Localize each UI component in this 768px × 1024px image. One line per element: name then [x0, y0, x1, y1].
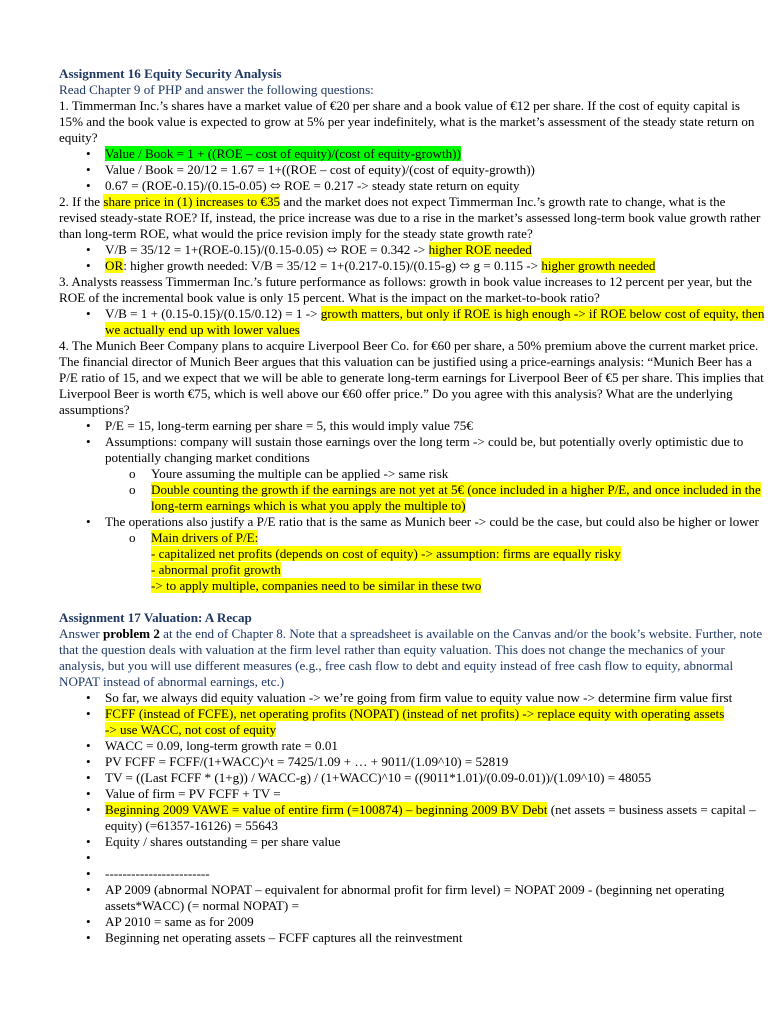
highlight: higher growth needed: [541, 258, 656, 273]
list-item: • P/E = 15, long-term earning per share = 5, this would imply value 75€: [59, 418, 765, 434]
question-2-answers: [59, 242, 765, 274]
list-item: • WACC = 0.09, long-term growth rate = 0.01: [59, 738, 765, 754]
spacer: [59, 594, 768, 610]
assignment-17: [59, 610, 765, 946]
sub-list-item: [59, 530, 765, 594]
list-item: • The operations also justify a P/E ratio that is the same as Munich beer -> could be the case, but could also be higher or lower: [59, 514, 765, 530]
assignment-17-title: Assignment 17 Valuation: A Recap: [59, 610, 252, 625]
list-item: [59, 850, 765, 866]
highlight: Double counting the growth if the earnings are not yet at 5€ (once included in a higher P/E, and once included in the long-term earnings which is what you apply the multiple to): [151, 482, 761, 513]
list-item: • AP 2009 (abnormal NOPAT – equivalent for abnormal profit for firm level) = NOPAT 2009 - (beginning net operating assets*WACC) (= normal NOPAT) =: [59, 882, 765, 914]
assignment-17-intro: [59, 626, 765, 690]
assignment-16-intro: Read Chapter 9 of PHP and answer the following questions:: [59, 82, 374, 97]
list-item: • 0.67 = (ROE-0.15)/(0.15-0.05) ⬄ ROE = 0.217 -> steady state return on equity: [59, 178, 765, 194]
assignment-17-answers: [59, 690, 765, 946]
highlight: -> to apply multiple, companies need to be similar in these two: [151, 578, 482, 593]
highlight: higher ROE needed: [428, 242, 532, 257]
question-2: [59, 194, 765, 242]
list-item: • Beginning net operating assets – FCFF captures all the reinvestment: [59, 930, 765, 946]
question-1-answers: [59, 146, 765, 194]
list-item: • Equity / shares outstanding = per share value: [59, 834, 765, 850]
highlight: share price in (1) increases to €35: [103, 194, 281, 209]
green-highlight: Value / Book = 1 + ((ROE – cost of equity)/(cost of equity-growth)): [105, 146, 461, 161]
list-item: • PV FCFF = FCFF/(1+WACC)^t = 7425/1.09 + … + 9011/(1.09^10) = 52819: [59, 754, 765, 770]
list-item: • Value of firm = PV FCFF + TV =: [59, 786, 765, 802]
sub-list-item: [59, 482, 765, 514]
list-item: [59, 146, 765, 162]
text-run: at the end of Chapter 8. Note that a spreadsheet is available on the Canvas and/or the book’s website. Further, note that the question deals with valuation at the firm level rather than equity valuation. This does not change the mechanics of your analysis, but you will use different measures (e.g., free cash flow to debt and equity instead of free cash flow to equity, abnormal NOPAT instead of abnormal earnings, etc.): [59, 626, 763, 689]
list-item: [59, 706, 765, 738]
list-item: • So far, we always did equity valuation -> we’re going from firm value to equity value now -> determine firm value first: [59, 690, 765, 706]
highlight: - abnormal profit growth: [151, 562, 281, 577]
text-run: Answer: [59, 626, 103, 641]
highlight: - capitalized net profits (depends on cost of equity) -> assumption: firms are equally risky: [151, 546, 621, 561]
list-item: • ------------------------: [59, 866, 765, 882]
highlight: OR: [105, 258, 124, 273]
list-item: [59, 306, 765, 338]
text-run: and the market does not expect Timmerman Inc.’s growth rate to change, what is the revised steady-state ROE? If, instead, the price increase was due to a rise in the market’s assessed long-term book value growth rather than long-term ROE, what would the price revision imply for the steady state growth rate?: [59, 194, 761, 241]
highlight: Main drivers of P/E:: [151, 530, 259, 545]
question-1: 1. Timmerman Inc.’s shares have a market value of €20 per share and a book value of €12 per share. If the cost of equity capital is 15% and the book value is expected to grow at 5% per year indefinitely, what is the market’s assessment of the steady state return on equity?: [59, 98, 755, 145]
assignment-16-title: Assignment 16 Equity Security Analysis: [59, 66, 282, 81]
highlight: -> use WACC, not cost of equity: [105, 722, 277, 737]
question-4-answers: [59, 418, 765, 594]
text-run: : higher growth needed: V/B = 35/12 = 1+(0.217-0.15)/(0.15-g) ⬄ g = 0.115 ->: [123, 258, 542, 273]
highlight: FCFF (instead of FCFE), net operating profits (NOPAT) (instead of net profits) -> replace equity with operating assets: [105, 706, 725, 721]
bold-text: problem 2: [103, 626, 160, 641]
list-item: • AP 2010 = same as for 2009: [59, 914, 765, 930]
question-4: 4. The Munich Beer Company plans to acquire Liverpool Beer Co. for €60 per share, a 50% premium above the current market price. The financial director of Munich Beer argues that this valuation can be justified using a price-earnings analysis: “Munich Beer has a P/E ratio of 15, and we expect that we will be able to generate long-term earnings for Liverpool Beer of €5 per share. This implies that Liverpool Beer is worth €75, which is well above our €60 offer price.” Do you agree with this analysis? What are the underlying assumptions?: [59, 338, 764, 417]
sub-list-item: o Youre assuming the multiple can be applied -> same risk: [59, 466, 765, 482]
question-3-answers: [59, 306, 765, 338]
highlight: growth matters, but only if ROE is high enough -> if ROE below cost of equity, then we actually end up with lower values: [105, 306, 765, 337]
text-run: V/B = 35/12 = 1+(ROE-0.15)/(0.15-0.05) ⬄ ROE = 0.342 ->: [105, 242, 429, 257]
list-item: [59, 242, 765, 258]
list-item: [59, 258, 765, 274]
text-run: 2. If the: [59, 194, 104, 209]
question-3: 3. Analysts reassess Timmerman Inc.’s future performance as follows: growth in book value increases to 12 percent per year, but the ROE of the incremental book value is only 15 percent. What is the impact on the market-to-book ratio?: [59, 274, 752, 305]
list-item: • Value / Book = 20/12 = 1.67 = 1+((ROE – cost of equity)/(cost of equity-growth)): [59, 162, 765, 178]
text-run: (net assets = business assets = capital – equity) (=61357-16126) = 55643: [105, 802, 756, 833]
assignment-16: [59, 66, 765, 594]
list-item: [59, 802, 765, 834]
highlight: Beginning 2009 VAWE = value of entire firm (=100874) – beginning 2009 BV Debt: [105, 802, 548, 817]
text-run: V/B = 1 + (0.15-0.15)/(0.15/0.12) = 1 ->: [105, 306, 321, 321]
list-item: • TV = ((Last FCFF * (1+g)) / WACC-g) / (1+WACC)^10 = ((9011*1.01)/(0.09-0.01))/(1.09^10) = 48055: [59, 770, 765, 786]
list-item: • Assumptions: company will sustain those earnings over the long term -> could be, but potentially overly optimistic due to potentially changing market conditions: [59, 434, 765, 466]
